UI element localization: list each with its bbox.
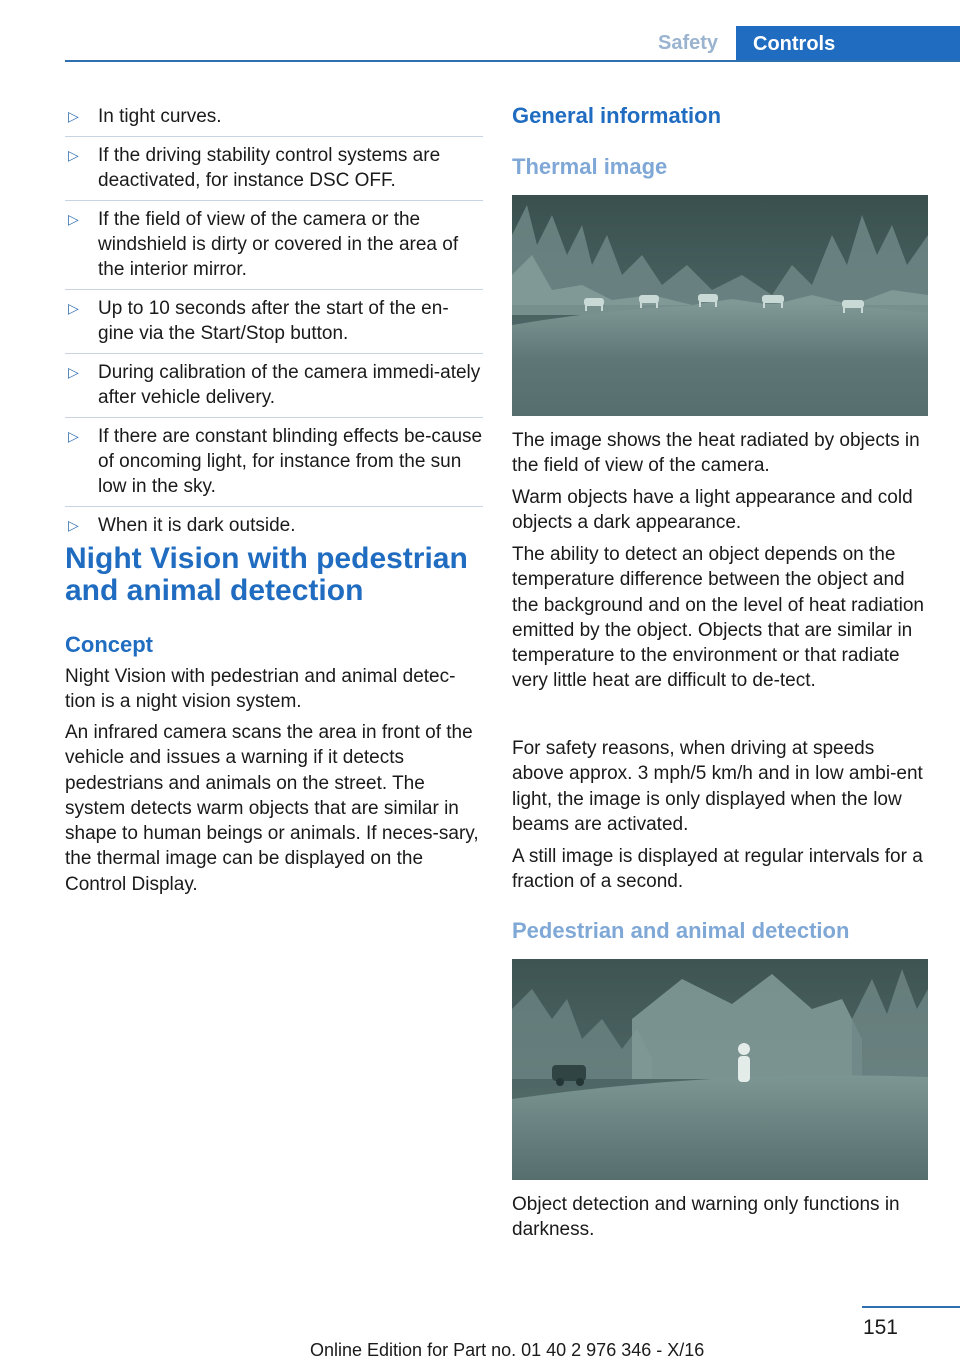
list-item: ▷ If the driving stability control systems are deactivated, for instance DSC OFF. [65,143,483,201]
triangle-bullet-icon: ▷ [68,364,79,380]
thermal-paragraph-4: For safety reasons, when driving at speeds above approx. 3 mph/5 km/h and in low ambi-ent light, the image is only displayed when the low beams are activated. [512,738,923,835]
triangle-bullet-icon: ▷ [68,211,79,227]
list-item: ▷ In tight curves. [65,104,483,137]
header-rule [65,60,960,62]
page-number: 151 [862,1316,898,1339]
footer-rule [862,1306,960,1308]
triangle-bullet-icon: ▷ [68,108,79,124]
triangle-bullet-icon: ▷ [68,517,79,533]
thermal-image-illustration [512,195,928,416]
concept-paragraph-1: Night Vision with pedestrian and animal detec-tion is a night vision system. [65,666,456,713]
thermal-image-figure [512,195,928,416]
list-item: ▷ When it is dark outside. [68,515,296,536]
condition-list [65,104,483,551]
thermal-paragraph-2: Warm objects have a light appearance and cold objects a dark appearance. [512,487,913,534]
list-item: ▷ During calibration of the camera immedi-ately after vehicle delivery. [65,360,483,418]
header-chapter-label: Controls [736,26,960,62]
list-item: ▷ If the field of view of the camera or the windshield is dirty or covered in the area of the interior mirror. [65,207,483,290]
thermal-paragraph-1: The image shows the heat radiated by objects in the field of view of the camera. [512,430,920,477]
section-title: Night Vision with pedestrian and animal detection [65,542,468,607]
detection-paragraph-1: Object detection and warning only functions in darkness. [512,1194,900,1241]
concept-paragraph-2: An infrared camera scans the area in front of the vehicle and issues a warning if it detects pedestrians and animals on the street. The system detects warm objects that are similar in shape to human beings or animals. If neces-sary, the thermal image can be displayed on the Control Display. [65,722,479,895]
thermal-paragraph-3: The ability to detect an object depends on the temperature difference between the object and the background and on the level of heat radiation emitted by the object. Objects that are similar in temperature to the environment or that radiate very little heat are difficult to de-tect. [512,544,924,692]
general-info-heading: General information [512,103,722,128]
concept-heading: Concept [65,632,153,657]
triangle-bullet-icon: ▷ [68,428,79,444]
pedestrian-detection-illustration [512,959,928,1180]
triangle-bullet-icon: ▷ [68,300,79,316]
footer-edition-text: Online Edition for Part no. 01 40 2 976 346 - X/16 [310,1340,705,1360]
header-section-label: Safety [640,26,736,60]
thermal-paragraph-5: A still image is displayed at regular intervals for a fraction of a second. [512,846,923,893]
list-item: ▷ Up to 10 seconds after the start of the en-gine via the Start/Stop button. [65,296,483,354]
triangle-bullet-icon: ▷ [68,147,79,163]
detection-heading: Pedestrian and animal detection [512,918,850,943]
thermal-image-heading: Thermal image [512,154,668,179]
pedestrian-detection-figure [512,959,928,1180]
list-item: ▷ If there are constant blinding effects be-cause of oncoming light, for instance from the sun low in the sky. [65,424,483,507]
